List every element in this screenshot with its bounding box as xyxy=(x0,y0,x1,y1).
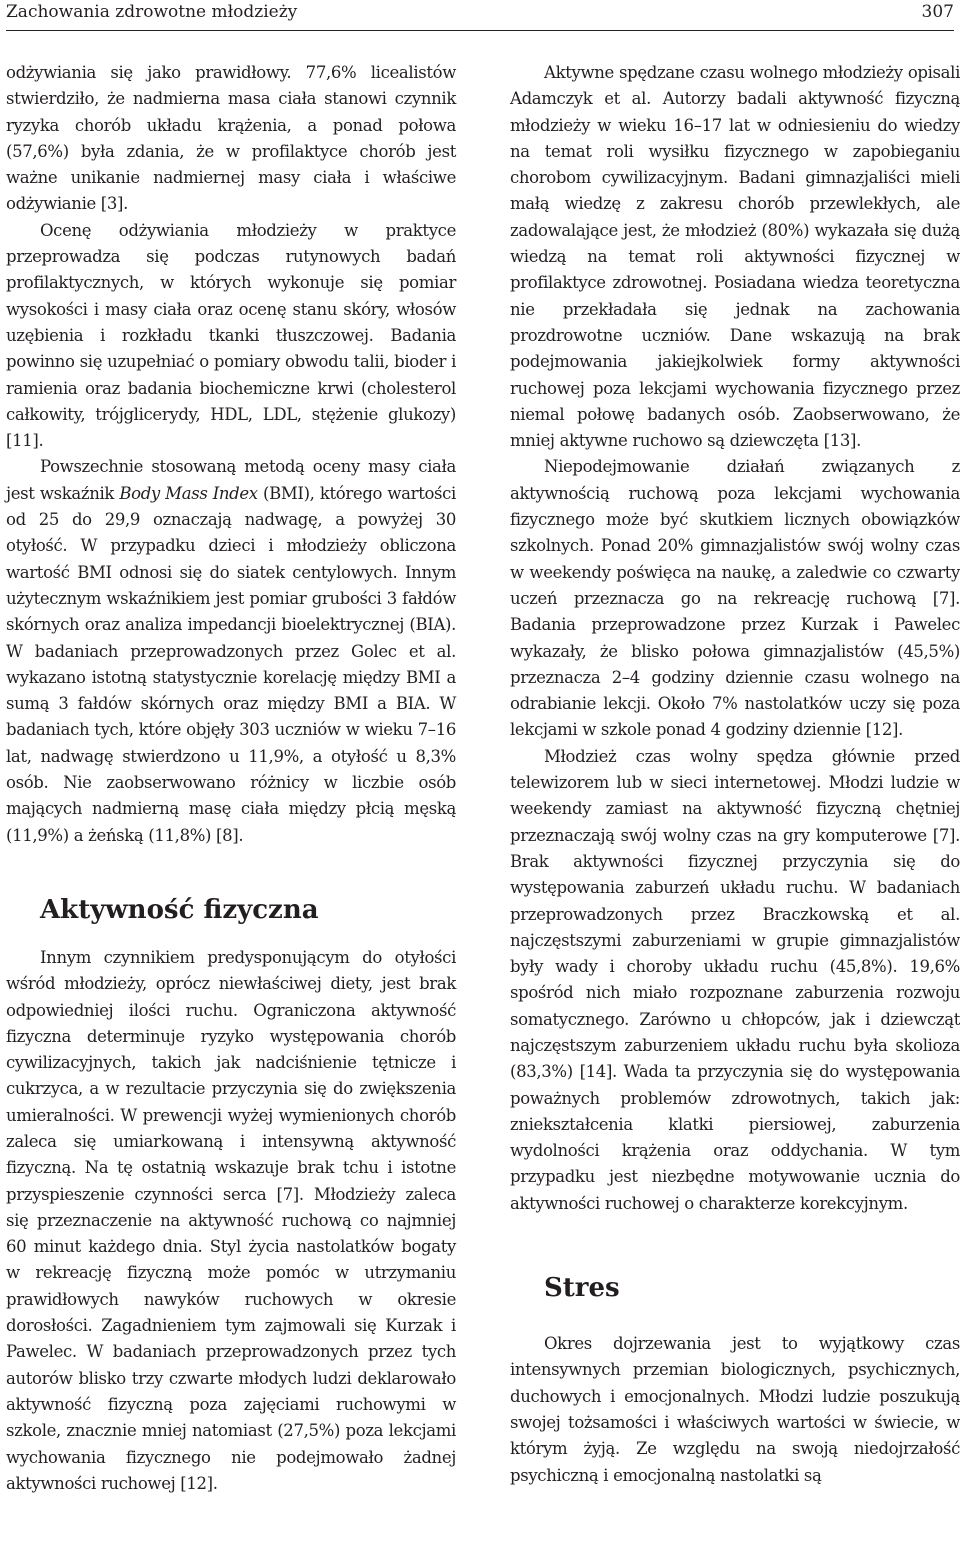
bmi-term-italic: Body Mass Index xyxy=(119,483,258,503)
paragraph-nutrition-assessment: Ocenę odżywiania młodzieży w praktyce przeprowadza się podczas rutynowych badań profilaktycznych, w których wykonuje się pomiar wysokości i masy ciała oraz ocenę stanu skóry, włosów uzębienia i rozkładu tkanki tłuszczowej. Badania powinno się uzupełniać o pomiary obwodu talii, bioder i ramienia oraz badania biochemiczne krwi (cholesterol całkowity, trójglicerydy, HDL, LDL, stężenie glukozy) [11]. xyxy=(6,220,456,451)
paragraph-leisure: Aktywne spędzane czasu wolnego młodzieży opisali Adamczyk et al. Autorzy badali aktywność fizyczną młodzieży w wieku 16–17 lat w odniesieniu do wiedzy na temat roli wysiłku fizycznego w zapobieganiu chorobom cywilizacyjnym. Badani gimnazjaliści mieli małą wiedzę z zakresu chorób przewlekłych, ale zadowalające jest, że młodzież (80%) wykazała się dużą wiedzą na temat roli aktywności fizycznej w profilaktyce zdrowotnej. Posiadana wiedza teoretyczna nie przekładała się jednak na zachowania prozdrowotne uczniów. Dane wskazują na brak podejmowania jakiejkolwiek formy aktywności ruchowej poza lekcjami wychowania fizycznego przez niemal połowę badanych osób. Zaobserwowano, że mniej aktywne ruchowo są dziewczęta [13]. xyxy=(510,63,960,451)
paragraph-continued: odżywiania się jako prawidłowy. 77,6% licealistów stwierdziło, że nadmierna masa ciała stanowi czynnik ryzyka chorób układu krążenia, a ponad połowa (57,6%) była zdania, że w profilaktyce chorób jest ważne unikanie nadmiernej masy ciała i właściwe odżywianie [3]. xyxy=(6,63,456,214)
bmi-text-start: Powszechnie stosowaną metodą oceny masy ciała jest wskaźnik xyxy=(6,457,456,503)
running-header xyxy=(6,0,954,31)
right-column xyxy=(510,60,960,1489)
paragraph-stress: Okres dojrzewania jest to wyjątkowy czas intensywnych przemian biologicznych, psychicznych, duchowych i emocjonalnych. Młodzi ludzie poszukują swojej tożsamości i właściwych wartości w świecie, w którym żyją. Ze względu na swoją niedojrzałość psychiczną i emocjonalną nastolatki są xyxy=(510,1334,960,1485)
paragraph-bmi xyxy=(6,454,456,848)
paragraph-physical-activity: Innym czynnikiem predysponującym do otyłości wśród młodzieży, oprócz niewłaściwej diety, jest brak odpowiedniej ilości ruchu. Ograniczona aktywność fizyczna determinuje ryzyko występowania chorób cywilizacyjnych, takich jak nadciśnienie tętnicze i cukrzyca, a w rezultacie przyczynia się do zwiększenia umieralności. W prewencji wyżej wymienionych chorób zaleca się umiarkowaną i intensywną aktywność fizyczną. Na tę ostatnią wskazuje brak tchu i istotne przyspieszenie czynności serca [7]. Młodzieży zaleca się przeznaczenie na aktywność ruchową co najmniej 60 minut każdego dnia. Styl życia nastolatków bogaty w rekreację fizyczną może pomóc w utrzymaniu prawidłowych nawyków ruchowych w okresie dorosłości. Zagadnieniem tym zajmowali się Kurzak i Pawelec. W badaniach przeprowadzonych przez tych autorów blisko trzy czwarte młodych ludzi deklarowało aktywność fizyczną poza zajęciami ruchowymi w szkole, znacznie mniej natomiast (27,5%) poza lekcjami wychowania fizycznego nie podejmowało żadnej aktywności ruchowej [12]. xyxy=(6,947,456,1493)
bmi-text-rest: (BMI), którego wartości od 25 do 29,9 oznaczają nadwagę, a powyżej 30 otyłość. W przypadku dzieci i młodzieży obliczona wartość BMI odnosi się do siatek centylowych. Innym użytecznym wskaźnikiem jest pomiar grubości 3 fałdów skórnych oraz analiza impedancji bioelektrycznej (BIA). W badaniach przeprowadzonych przez Golec et al. wykazano istotną statystycznie korelację między BMI a sumą 3 fałdów skórnych oraz między BMI a BIA. W badaniach tych, które objęły 303 uczniów w wieku 7–16 lat, nadwagę stwierdzono u 11,9%, a otyłość u 8,3% osób. Nie zaobserwowano różnicy w liczbie osób mających nadmierną masę ciała między płcią męską (11,9%) a żeńską (11,8%) [8]. xyxy=(6,483,456,845)
running-title: Zachowania zdrowotne młodzieży xyxy=(6,2,298,22)
section-heading-physical-activity: Aktywność fizyczna xyxy=(40,894,319,925)
page-number: 307 xyxy=(921,2,954,22)
section-heading-stress: Stres xyxy=(544,1273,620,1304)
paragraph-screen-time: Młodzież czas wolny spędza głównie przed telewizorem lub w sieci internetowej. Młodzi ludzie w weekendy zamiast na aktywność fizyczną chętniej przeznaczają swój wolny czas na gry komputerowe [7]. Brak aktywności fizycznej przyczynia się do występowania zaburzeń układu ruchu. W badaniach przeprowadzonych przez Braczkowską et al. najczęstszymi zaburzeniami w grupie gimnazjalistów były wady i choroby układu ruchu (45,8%). 19,6% spośród nich miało rozpoznane zaburzenia rozwoju somatycznego. Zarówno u chłopców, jak i dziewcząt najczęstszym zaburzeniem układu ruchu była skolioza (83,3%) [14]. Wada ta przyczynia się do występowania poważnych problemów zdrowotnych, takich jak: zniekształcenia klatki piersiowej, zaburzenia wydolności krążenia oraz oddychania. W tym przypadku jest niezbędne motywowanie ucznia do aktywności ruchowej o charakterze korekcyjnym. xyxy=(510,746,960,1213)
left-column xyxy=(6,60,456,1497)
paragraph-school-duties: Niepodejmowanie działań związanych z aktywnością ruchową poza lekcjami wychowania fizycznego może być skutkiem licznych obowiązków szkolnych. Ponad 20% gimnazjalistów swój wolny czas w weekendy poświęca na naukę, a zaledwie co czwarty uczeń przeznacza go na rekreację ruchową [7]. Badania przeprowadzone przez Kurzak i Pawelec wykazały, że blisko połowa gimnazjalistów (45,5%) przeznacza 2–4 godziny dziennie czasu wolnego na odrabianie lekcji. Około 7% nastolatków uczy się poza lekcjami w szkole ponad 4 godziny dziennie [12]. xyxy=(510,457,960,740)
